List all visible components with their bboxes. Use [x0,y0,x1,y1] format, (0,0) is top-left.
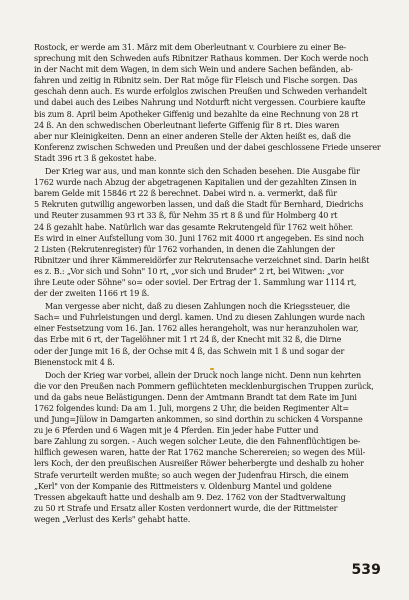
text-line: sprechung mit den Schweden aufs Ribnitzer Rathaus kommen. Der Koch werde noch [34,54,369,64]
text-line: 2 Listen (Rekrutenregister) für 1762 vorhanden, in denen die Zahlungen der [34,244,335,254]
text-line: Sach= und Fuhrleistungen und dergl. kamen. Und zu diesen Zahlungen wurde nach [34,313,365,323]
text-line: bare Zahlung zu sorgen. - Auch wegen solcher Leute, die den Fahnenflüchtigen be- [34,437,361,447]
text-line: Es wird in einer Aufstellung vom 30. Juni 1762 mit 4000 rt angegeben. Es sind noch [34,233,364,243]
text-line: Stadt 396 rt 3 ß gekostet habe. [34,153,157,163]
text-line: Doch der Krieg war vorbei, allein der Druck noch lange nicht. Denn nun kehrten [45,370,362,380]
text-line: Man vergesse aber nicht, daß zu diesen Zahlungen noch die Kriegssteuer, die [45,302,350,312]
text-line: zu je 6 Pferden und 6 Wagen mit je 4 Pferden. Ein jeder habe Futter und [34,426,319,436]
text-line: und dabei auch des Leibes Nahrung und Notdurft nicht vergessen. Courbiere kaufte [34,98,366,108]
text-line: Konferenz zwischen Schweden und Preußen und der dabei geschlossene Friede unserer [34,142,381,152]
text-line: ihre Leute oder Söhne" so= oder soviel. Der Ertrag der 1. Sammlung war 1114 rt, [34,277,357,287]
text-line: 1762 folgendes kund: Da am 1. Juli, morgens 2 Uhr, die beiden Regimenter Alt= [34,404,349,413]
text-line: oder der Junge mit 16 ß, der Ochse mit 4 ß, das Schwein mit 1 ß und sogar der [34,346,345,356]
paragraph-4 [34,370,380,525]
text-line: Ribnitzer und ihrer Kämmereidörfer zur Rekrutensache verzeichnet sind. Darin heißt [34,255,370,265]
text-line: 1762 wurde nach Abzug der abgetragenen Kapitalien und der gezahlten Zinsen in [34,178,357,188]
text-line: das Erbe mit 6 rt, der Tagelöhner mit 1 rt 24 ß, der Knecht mit 32 ß, die Dirne [34,335,342,345]
text-line: lers Koch, der den preußischen Ausreißer Röwer beherbergte und deshalb zu hoher [34,459,364,469]
text-line: es z. B.: „Vor sich und Sohn" 10 rt, „vor sich und Bruder" 2 rt, bei Witwen: „vor [34,266,344,276]
text-line: barem Gelde mit 15846 rt 22 ß berechnet. Dabei wird n. a. vermerkt, daß für [34,189,337,199]
text-line: in der Nacht mit dem Wagen, in dem sich Wein und andere Sachen befänden, ab- [34,65,353,75]
text-line: hilflich gewesen waren, hatte der Rat 1762 manche Scherereien; so wegen des Mül- [34,448,366,458]
text-line: Rostock, er werde am 31. März mit dem Oberleutnant v. Courbiere zu einer Be- [34,43,347,52]
text-line: zu 50 rt Strafe und Ersatz aller Kosten verdonnert wurde, die der Rittmeister [34,503,338,513]
text-line: und Reuter zusammen 93 rt 33 ß, für Nehm 35 rt 8 ß und für Holmberg 40 rt [34,211,338,221]
text-line: Der Krieg war aus, und man konnte sich den Schaden besehen. Die Ausgabe für [45,167,360,177]
paragraph-1 [34,42,380,164]
text-line: aber nur Kleinigkeiten. Denn an einer anderen Stelle der Akten heißt es, daß die [34,131,351,141]
text-line: 24 ß. An den schwedischen Oberleutnant lieferte Giffenig für 8 rt. Dies waren [34,120,340,130]
page-number: 539 [351,562,381,578]
text-line: der der zweiten 1166 rt 19 ß. [34,289,150,299]
text-line: einer Festsetzung vom 16. Jan. 1762 alles herangeholt, was nur heranzuholen war, [34,324,359,334]
text-line: und da gabs neue Belästigungen. Denn der Amtmann Brandt tat dem Rate im Juni [34,392,357,402]
text-line: fahren und zeitig in Ribnitz sein. Der Rat möge für Fleisch und Fische sorgen. Das [34,76,358,86]
paragraph-3 [34,301,380,368]
scan-mark [210,368,214,370]
text-line: „Kerl" von der Kompanie des Rittmeisters v. Oldenburg Mantel und goldene [34,481,332,491]
text-line: Bienenstock mit 4 ß. [34,357,115,367]
text-line: und Jung=Jülow in Damgarten ankommen, so sind dorthin zu schicken 4 Vorspanne [34,415,363,425]
text-line: 5 Rekruten gutwillig angeworben lassen, und daß die Stadt für Bernhard, Diedrichs [34,200,364,210]
paragraph-2 [34,166,380,299]
text-line: Tressen abgekauft hatte und deshalb am 9. Dez. 1762 von der Stadtverwaltung [34,492,346,502]
text-line: 24 ß gezahlt habe. Natürlich war das gesamte Rekrutengeld für 1762 weit höher. [34,222,354,232]
text-line: Strafe verurteilt werden mußte; so auch wegen der Judenfrau Hirsch, die einem [34,470,349,480]
text-line: geschah denn auch. Es wurde erfolglos zwischen Preußen und Schweden verhandelt [34,87,368,97]
text-line: wegen „Verlust des Kerls" gehabt hatte. [34,514,191,524]
text-line: die vor den Preußen nach Pommern geflüchteten mecklenburgischen Truppen zurück, [34,381,374,391]
body-text [34,42,380,525]
text-line: bis zum 8. April beim Apotheker Giffenig und bezahlte da eine Rechnung von 28 rt [34,109,359,119]
